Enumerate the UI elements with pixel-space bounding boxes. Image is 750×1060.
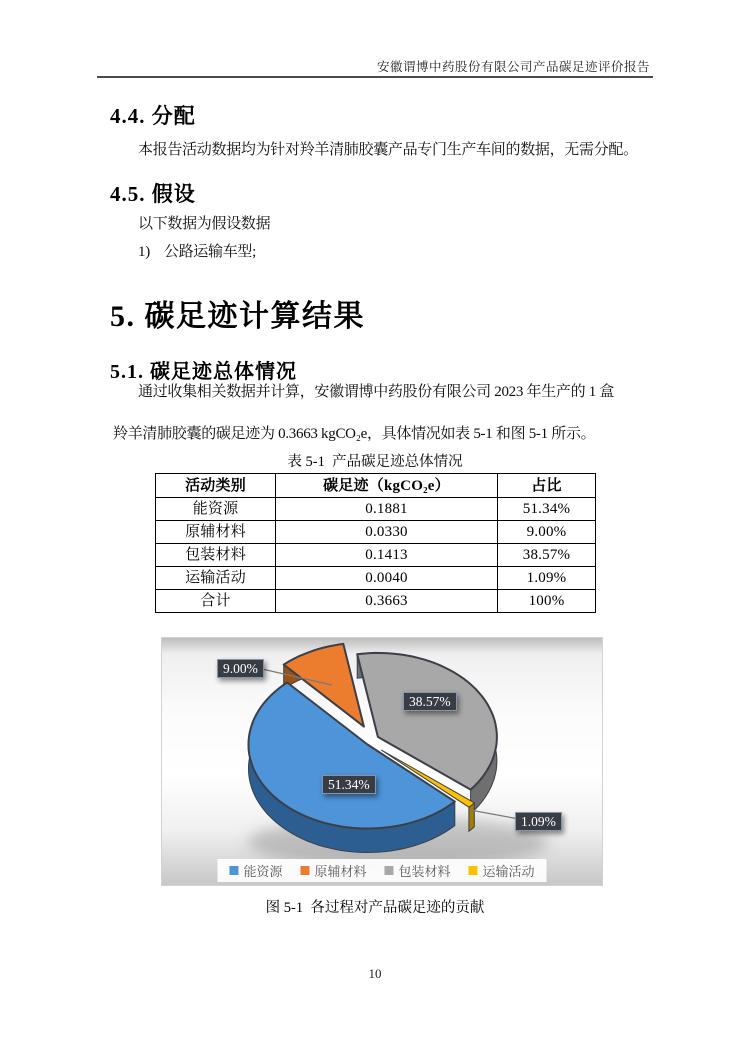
pie-label-raw-materials: 9.00% [217, 659, 264, 678]
table-cell: 9.00% [498, 521, 596, 544]
table-cell: 合计 [156, 590, 276, 613]
table-cell: 包装材料 [156, 544, 276, 567]
table-cell: 0.1881 [276, 498, 498, 521]
section-5-1-paragraph-line1: 通过收集相关数据并计算，安徽谓博中药股份有限公司 2023 年生产的 1 盒 [138, 384, 615, 400]
list-item-marker: 1) [138, 244, 150, 260]
footprint-pie-chart [161, 637, 603, 886]
legend-swatch-icon [229, 866, 238, 875]
legend-swatch-icon [300, 866, 309, 875]
legend-item [229, 861, 282, 880]
assumption-list-item [138, 241, 256, 263]
legend-label: 包装材料 [398, 864, 451, 879]
table-cell: 原辅材料 [156, 521, 276, 544]
pie-label-packaging: 38.57% [403, 692, 457, 711]
section-4-5-intro: 以下数据为假设数据 [138, 216, 271, 232]
legend-label: 能资源 [243, 864, 283, 879]
table-row [156, 567, 596, 590]
table-cell: 能资源 [156, 498, 276, 521]
section-heading-4-4: 4.4. 分配 [110, 104, 196, 128]
table-header-cell: 碳足迹（kgCO₂e） [276, 474, 498, 498]
section-heading-5: 5. 碳足迹计算结果 [110, 300, 365, 333]
header-title: 安徽谓博中药股份有限公司产品碳足迹评价报告 [376, 60, 650, 74]
table-cell: 0.0330 [276, 521, 498, 544]
table-row [156, 544, 596, 567]
legend-label: 原辅材料 [314, 864, 367, 879]
table-header-cell: 占比 [498, 474, 596, 498]
section-heading-5-1: 5.1. 碳足迹总体情况 [110, 361, 297, 383]
legend-swatch-icon [385, 866, 394, 875]
table-caption: 表 5-1 产品碳足迹总体情况 [287, 454, 463, 470]
table-header-cell: 活动类别 [156, 474, 276, 498]
table-row [156, 498, 596, 521]
table-cell: 0.3663 [276, 590, 498, 613]
pie-label-transport: 1.09% [515, 812, 562, 831]
header-rule [97, 76, 653, 78]
section-heading-4-5: 4.5. 假设 [110, 182, 196, 206]
chart-legend [217, 859, 546, 882]
table-row [156, 590, 596, 613]
legend-item [469, 861, 535, 880]
table-cell: 0.1413 [276, 544, 498, 567]
table-cell: 1.09% [498, 567, 596, 590]
footprint-table [155, 473, 596, 613]
table-cell: 0.0040 [276, 567, 498, 590]
legend-item [300, 861, 366, 880]
pie-label-energy: 51.34% [322, 775, 376, 794]
leader-line-transport [470, 810, 519, 819]
table-cell: 38.57% [498, 544, 596, 567]
table-body [156, 498, 596, 613]
legend-swatch-icon [469, 866, 478, 875]
table-row [156, 521, 596, 544]
figure-caption: 图 5-1 各过程对产品碳足迹的贡献 [265, 900, 485, 916]
list-item-text: 公路运输车型; [163, 244, 256, 260]
section-4-4-paragraph: 本报告活动数据均为针对羚羊清肺胶囊产品专门生产车间的数据，无需分配。 [138, 142, 638, 158]
table-cell: 51.34% [498, 498, 596, 521]
page-number: 10 [368, 966, 382, 981]
table-header-row [156, 474, 596, 498]
section-5-1-paragraph-line2: 羚羊清肺胶囊的碳足迹为 0.3663 kgCO₂e，具体情况如表 5-1 和图 5-1 所示。 [113, 426, 596, 442]
legend-item [385, 861, 451, 880]
table-cell: 运输活动 [156, 567, 276, 590]
table-cell: 100% [498, 590, 596, 613]
legend-label: 运输活动 [482, 864, 535, 879]
